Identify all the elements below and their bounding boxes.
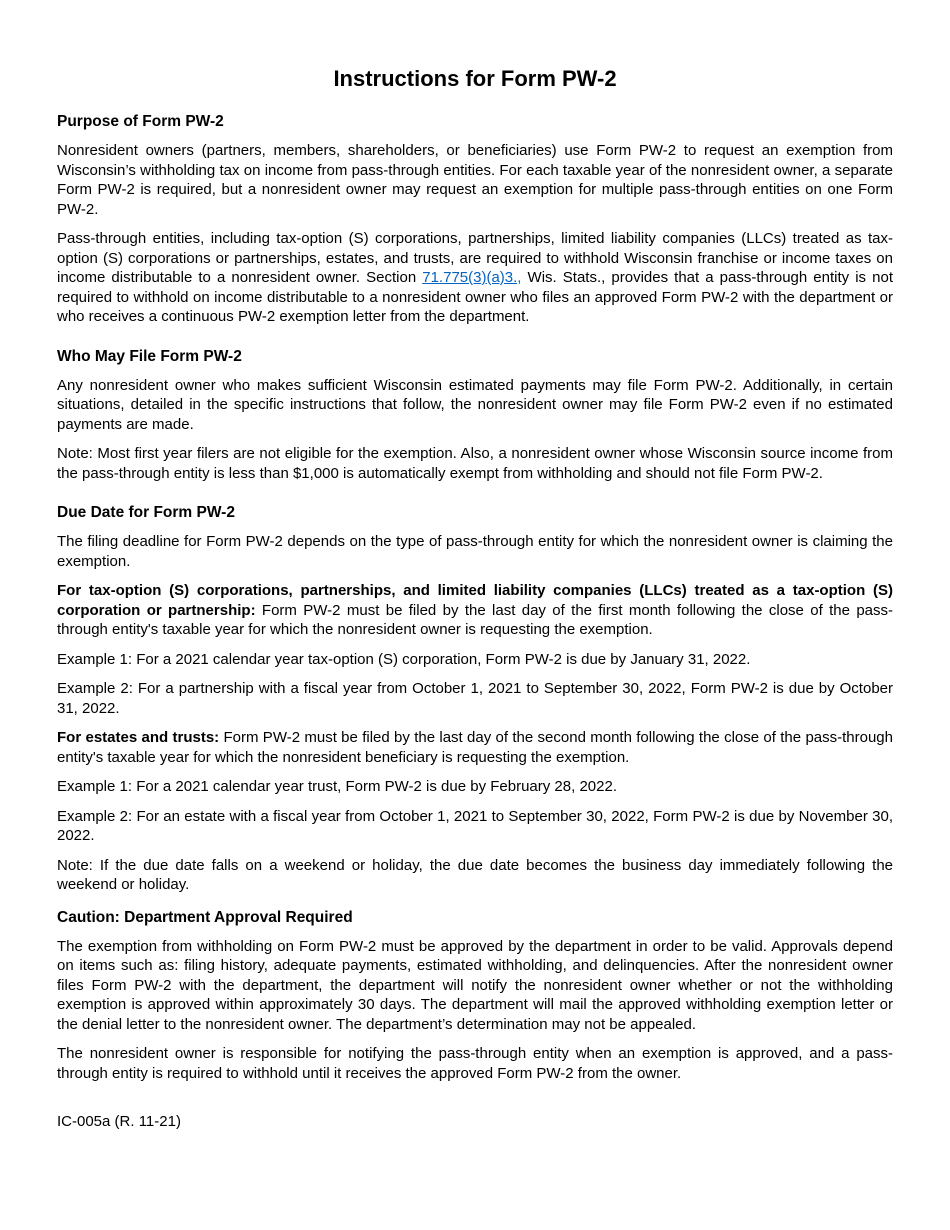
- section-who-may-file: [57, 348, 893, 484]
- paragraph: The exemption from withholding on Form PW-2 must be approved by the department in order to be valid. Approvals depend on items such as: filing history, adequate payments, estimated withholding, and delinquencies. After the nonresident owner files Form PW-2 with the department, the department will notify the nonresident owner whether or not the withholding exemption is approved within approximately 30 days. The department will mail the approved withholding exemption letter or the denial letter to the nonresident owner. The department’s determination may not be appealed.: [57, 937, 893, 1033]
- paragraph: Nonresident owners (partners, members, shareholders, or beneficiaries) use Form PW-2 to request an exemption from Wisconsin’s withholding tax on income from pass-through entities. For each taxable year of the nonresident owner, a separate Form PW-2 is required, but a nonresident owner may request an exemption for multiple pass-through entities on one Form PW-2.: [57, 142, 893, 218]
- paragraph-text: Form PW-2 must be filed by the last day of the second month following the close of the pass-through entity's taxable year for which the nonresident beneficiary is requesting the exemption.: [57, 729, 893, 766]
- footer-form-number: IC-005a (R. 11-21): [57, 1113, 181, 1130]
- bold-lead: For tax-option (S) corporations, partnerships, and limited liability companies (LLCs) treated as a tax-option (S) corporation or partnership:: [57, 582, 893, 619]
- section-heading: Due Date for Form PW-2: [57, 504, 235, 521]
- paragraph: Example 2: For a partnership with a fiscal year from October 1, 2021 to September 30, 2022, Form PW-2 is due by October 31, 2022.: [57, 680, 893, 717]
- paragraph: Note: Most first year filers are not eligible for the exemption. Also, a nonresident owner whose Wisconsin source income from the pass-through entity is less than $1,000 is automatically exempt from withholding and should not file Form PW-2.: [57, 445, 893, 482]
- section-heading: Who May File Form PW-2: [57, 347, 242, 365]
- paragraph: Example 2: For an estate with a fiscal year from October 1, 2021 to September 30, 2022, Form PW-2 is due by November 30, 2022.: [57, 807, 893, 844]
- paragraph: [57, 581, 893, 640]
- paragraph-text: Wis. Stats., provides that a pass-through entity is not required to withhold on income distributable to a nonresident owner who files an approved Form PW-2 with the department or who receives a continuous PW-2 exemption letter from the department.: [57, 269, 893, 325]
- paragraph: [57, 728, 893, 767]
- section-caution: [57, 909, 893, 1084]
- statute-link[interactable]: 71.775(3)(a)3.,: [422, 269, 522, 286]
- document-title: Instructions for Form PW-2: [333, 66, 617, 91]
- paragraph: Example 1: For a 2021 calendar year tax-option (S) corporation, Form PW-2 is due by January 31, 2022.: [57, 650, 751, 668]
- section-due-date: [57, 504, 893, 895]
- paragraph: Any nonresident owner who makes sufficient Wisconsin estimated payments may file Form PW-2. Additionally, in certain situations, detailed in the specific instructions that follow, the nonresident owner may file Form PW-2 even if no estimated payments are made.: [57, 376, 893, 433]
- paragraph: The filing deadline for Form PW-2 depends on the type of pass-through entity for which the nonresident owner is claiming the exemption.: [57, 533, 893, 570]
- paragraph: Example 1: For a 2021 calendar year trust, Form PW-2 is due by February 28, 2022.: [57, 778, 617, 795]
- section-heading: Caution: Department Approval Required: [57, 908, 353, 926]
- paragraph: [57, 229, 893, 327]
- paragraph-text: Form PW-2 must be filed by the last day of the first month following the close of the pass-through entity's taxable year for which the nonresident owner is requesting the exemption.: [57, 601, 893, 638]
- section-heading: Purpose of Form PW-2: [57, 113, 224, 130]
- paragraph: The nonresident owner is responsible for notifying the pass-through entity when an exemption is approved, and a pass-through entity is required to withhold until it receives the approved Form PW-2 from the owner.: [57, 1045, 893, 1082]
- paragraph-text: Pass-through entities, including tax-option (S) corporations, partnerships, limited liability companies (LLCs) treated as tax-option (S) corporations or partnerships, estates, and trusts, are required to withhold Wisconsin franchise or income taxes on income distributable to a nonresident owner. Section: [57, 230, 893, 286]
- section-purpose: [57, 113, 893, 327]
- bold-lead: For estates and trusts:: [57, 729, 220, 746]
- paragraph: Note: If the due date falls on a weekend or holiday, the due date becomes the business day immediately following the weekend or holiday.: [57, 856, 893, 893]
